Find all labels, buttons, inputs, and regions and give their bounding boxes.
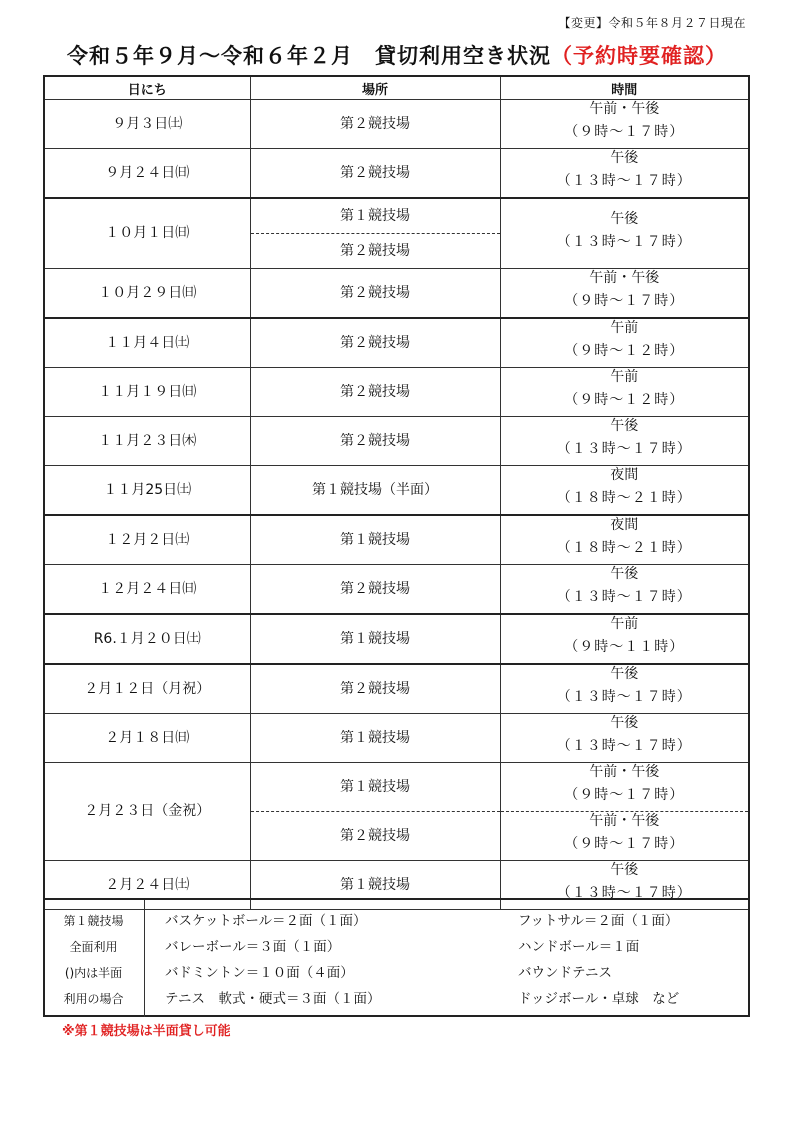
time-cell [500,100,748,149]
table-row [45,714,748,763]
date-cell: １０月２９日㈰ [45,269,250,319]
place-cell: 第２競技場 [250,100,500,149]
time-range: （１３時～１７時） [556,441,692,457]
place-cell: 第１競技場 [250,714,500,763]
table-row [45,614,748,664]
time-period: 午後 [610,566,639,583]
sport-line: バドミントン＝１０面（４面） [165,965,354,981]
sports-capacity-list-2 [518,908,748,1012]
place-cell: 第２競技場 [250,269,500,319]
table-row [45,198,748,234]
time-period: 午後 [610,418,639,435]
header-time: 時間 [500,77,748,100]
time-period: 夜間 [610,467,639,484]
footer-legend [43,900,145,1017]
time-range: （１３時～１７時） [556,885,692,901]
table-row [45,100,748,149]
time-period: 夜間 [610,517,639,534]
time-cell [500,269,748,319]
legend-line: 全面利用 [69,940,118,954]
time-range: （１３時～１７時） [556,173,692,189]
time-range: （１３時～１７時） [556,689,692,705]
sport-line: バウンドテニス [518,965,612,981]
place-cell: 第２競技場 [250,812,500,861]
time-range: （９時～１２時） [564,392,685,408]
legend-line: 第１競技場 [63,914,124,928]
time-cell [500,664,748,714]
time-cell [500,198,748,269]
legend-line: 利用の場合 [63,992,124,1006]
update-date-note: 【変更】令和５年８月２７日現在 [558,16,746,30]
time-cell [500,515,748,565]
page-title [0,40,794,70]
time-range: （９時～１７時） [564,124,685,140]
title-main: 令和５年９月～令和６年２月 貸切利用空き状況 [67,44,551,68]
date-cell: ９月３日㈯ [45,100,250,149]
time-cell [500,565,748,615]
time-period: 午前・午後 [589,813,660,830]
header-place: 場所 [250,77,500,100]
date-cell: １１月２３日㈭ [45,417,250,466]
sports-capacity-list-1 [165,908,505,1012]
table-row [45,149,748,199]
time-range: （９時～１７時） [564,836,685,852]
time-cell [500,466,748,516]
title-emphasis: （予約時要確認） [551,44,727,68]
sport-line: ドッジボール・卓球 など [518,991,680,1007]
date-cell: １０月１日㈰ [45,198,250,269]
date-cell: ２月１８日㈰ [45,714,250,763]
table-row [45,318,748,368]
time-period: 午後 [610,210,639,227]
time-range: （９時～１２時） [564,343,685,359]
sport-line: バスケットボール＝２面（１面） [165,913,367,929]
time-period: 午前・午後 [589,101,660,118]
place-cell: 第１競技場 [250,861,500,910]
time-range: （１３時～１７時） [556,233,692,250]
place-cell: 第２競技場 [250,318,500,368]
time-range: （９時～１７時） [564,293,685,309]
availability-table-frame [43,75,750,1017]
place-cell: 第２競技場 [250,565,500,615]
time-period: 午前 [610,369,639,386]
time-range: （９時～１７時） [564,787,685,803]
sport-line: ハンドボール＝１面 [518,939,640,955]
time-cell [500,149,748,199]
time-cell [500,763,748,812]
table-row [45,565,748,615]
table-row [45,417,748,466]
date-cell: １２月２日㈯ [45,515,250,565]
time-range: （９時～１１時） [564,639,685,655]
time-period: 午前 [610,320,639,337]
date-cell: １１月４日㈯ [45,318,250,368]
place-cell: 第２競技場 [250,417,500,466]
date-cell: １１月１９日㈰ [45,368,250,417]
place-cell: 第１競技場 [250,198,500,234]
place-cell: 第１競技場 [250,763,500,812]
time-cell [500,318,748,368]
place-cell: 第２競技場 [250,664,500,714]
time-period: 午前・午後 [589,270,660,287]
date-cell: ２月２４日㈯ [45,861,250,910]
time-range: （１３時～１７時） [556,738,692,754]
time-range: （１３時～１７時） [556,589,692,605]
time-period: 午前・午後 [589,764,660,781]
date-cell: ２月１２日（月祝） [45,664,250,714]
sport-line: フットサル＝２面（１面） [518,913,679,929]
date-cell: １１月25日㈯ [45,466,250,516]
place-cell: 第１競技場 [250,515,500,565]
sport-line: バレーボール＝３面（１面） [165,939,341,955]
legend-line: ()内は半面 [64,966,123,980]
table-row [45,269,748,319]
place-cell: 第２競技場 [250,234,500,269]
time-range: （１８時～２１時） [556,540,692,556]
table-row [45,664,748,714]
table-row [45,515,748,565]
time-cell [500,368,748,417]
date-cell: １２月２４日㈰ [45,565,250,615]
table-row [45,763,748,812]
date-cell: ９月２４日㈰ [45,149,250,199]
half-court-note: ※第１競技場は半面貸し可能 [62,1024,231,1039]
place-cell: 第１競技場（半面） [250,466,500,516]
time-cell [500,417,748,466]
time-period: 午後 [610,862,639,879]
table-row [45,466,748,516]
time-period: 午後 [610,715,639,732]
time-cell [500,714,748,763]
place-cell: 第２競技場 [250,149,500,199]
time-period: 午後 [610,666,639,683]
table-row [45,368,748,417]
capacity-footer [43,898,750,1017]
time-cell [500,614,748,664]
date-cell: ２月２３日（金祝） [45,763,250,861]
time-period: 午前 [610,616,639,633]
place-cell: 第１競技場 [250,614,500,664]
date-cell: R6.１月２０日㈯ [45,614,250,664]
header-date: 日にち [45,77,250,100]
table-header-row [45,77,748,100]
place-cell: 第２競技場 [250,368,500,417]
time-cell [500,812,748,861]
availability-table [45,77,748,910]
sport-line: テニス 軟式・硬式＝３面（１面） [165,991,381,1007]
time-range: （１８時～２１時） [556,490,692,506]
time-period: 午後 [610,150,639,167]
